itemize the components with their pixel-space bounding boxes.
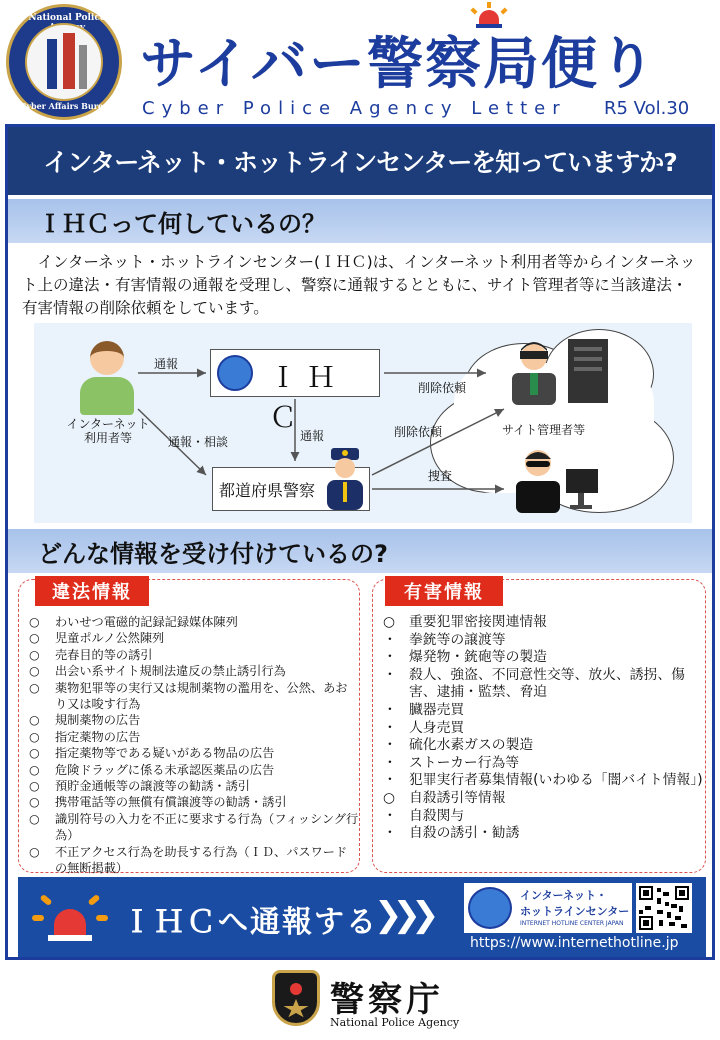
cyber-affairs-bureau-logo (6, 4, 122, 120)
internet-user-icon (76, 341, 136, 415)
bullet-mark: ○ (29, 680, 40, 695)
chevrons-right-icon: ❯❯❯ (374, 895, 430, 935)
list-item-text: 不正アクセス行為を助長する行為（ＩＤ、パスワードの無断掲載） (55, 844, 348, 876)
site-admin-label: サイト管理者等 (502, 423, 586, 437)
ihc-badge-icon (468, 887, 512, 929)
ihc-badge-icon (217, 355, 253, 391)
list-item (383, 632, 705, 650)
bullet-mark: ○ (29, 746, 40, 761)
logo-text-top: National Police (28, 13, 106, 23)
bullet-mark: ○ (29, 844, 40, 859)
arrow-label-report-down: 通報 (300, 429, 325, 443)
list-item-text: 臓器売買 (409, 701, 465, 718)
bullet-mark: ○ (29, 762, 40, 777)
list-item (383, 825, 705, 843)
list-item-text: 犯罪実行者募集情報(いわゆる「闇バイト情報」) (409, 772, 703, 789)
server-icon (564, 337, 614, 407)
list-item-text: 自殺誘引等情報 (409, 789, 506, 806)
list-item (29, 630, 359, 646)
flow-diagram (34, 323, 692, 523)
bullet-mark: ○ (29, 795, 40, 810)
list-item (29, 729, 359, 745)
list-item (29, 712, 359, 728)
list-item (383, 772, 705, 790)
list-item (383, 737, 705, 755)
list-item-text: 指定薬物の広告 (55, 729, 141, 744)
report-to-ihc-label[interactable]: ＩＨＣへ通報する (122, 905, 378, 940)
list-item (383, 649, 705, 667)
harmful-info-list (383, 614, 705, 843)
arrow-label-delete-request-1: 削除依頼 (418, 381, 467, 395)
bullet-mark: ・ (383, 631, 397, 648)
bullet-mark: ○ (29, 615, 40, 629)
footer-org-name-jp: 警察庁 (330, 980, 444, 1020)
list-item-text: 人身売買 (409, 719, 465, 736)
arrow-label-report: 通報 (154, 357, 179, 371)
list-item (383, 720, 705, 738)
bullet-mark: ・ (383, 825, 397, 842)
bullet-mark: ○ (29, 664, 40, 679)
list-item-text: 危険ドラッグに係る未承認医薬品の広告 (55, 762, 275, 777)
list-item (29, 844, 359, 877)
arrow-label-investigate: 捜査 (428, 469, 453, 483)
intro-paragraph: インターネット・ホットラインセンター(ＩＨＣ)は、インターネット利用者等からインターネット上の違法・有害情報の通報を受理し、警察に通報するとともに、サイト管理者等に当該違法・有害情報の削除依頼をしています。 (22, 253, 696, 317)
list-item-text: 殺人、強盗、不同意性交等、放火、誘拐、傷害、逮捕・監禁、脅迫 (409, 666, 685, 701)
list-item-text: 売春目的等の誘引 (55, 647, 153, 662)
page-title: サイバー警察局便り (140, 32, 657, 97)
list-item (29, 647, 359, 663)
list-item (29, 794, 359, 810)
police-officer-icon (321, 446, 369, 510)
section-heading-accepted-info: どんな情報を受け付けているの? (8, 529, 712, 573)
qr-code[interactable] (636, 883, 692, 933)
hacker-icon (512, 441, 602, 517)
list-item-text: 規制薬物の広告 (55, 713, 141, 728)
header (0, 0, 720, 120)
bullet-mark: ○ (29, 729, 40, 744)
main-banner: インターネット・ホットラインセンターを知っていますか? (8, 127, 712, 195)
harmful-info-box (372, 579, 706, 873)
ihc-logo-card: インターネット・ ホットラインセンター INTERNET HOTLINE CENTER JAPAN (464, 883, 632, 933)
bullet-mark: ○ (29, 811, 40, 826)
list-item (29, 745, 359, 761)
siren-icon (32, 895, 108, 945)
list-item (29, 680, 359, 713)
list-item (29, 778, 359, 794)
list-item-text: 爆発物・銃砲等の製造 (409, 649, 547, 666)
arrow-label-delete-request-2: 削除依頼 (394, 425, 443, 439)
harmful-info-tag: 有害情報 (385, 576, 503, 606)
logo-text-bottom: Cyber Affairs Bureau (19, 101, 115, 111)
list-item-text: 重要犯罪密接関連情報 (409, 614, 547, 630)
list-item-text: 薬物犯罪等の実行又は規制薬物の濫用を、公然、あおり又は唆す行為 (55, 680, 348, 712)
list-item-text: わいせつ電磁的記録記録媒体陳列 (55, 615, 238, 629)
report-to-ihc-banner[interactable] (18, 877, 706, 957)
list-item-text: 指定薬物等である疑いがある物品の広告 (55, 746, 275, 761)
list-item-text: 携帯電話等の無償有償譲渡等の勧誘・誘引 (55, 795, 287, 810)
list-item (383, 755, 705, 773)
list-item (383, 702, 705, 720)
ihc-node: ＩＨＣ (210, 349, 380, 397)
list-item (29, 663, 359, 679)
list-item (383, 808, 705, 826)
list-item (383, 667, 705, 702)
ihc-url-link[interactable]: https://www.internethotline.jp (470, 935, 679, 951)
page-subtitle: Cyber Police Agency Letter (142, 98, 567, 119)
list-item-text: 児童ポルノ公然陳列 (55, 631, 165, 646)
bullet-mark: ○ (29, 631, 40, 646)
illegal-info-list (29, 614, 359, 877)
list-item-text: 硫化水素ガスの製造 (409, 737, 534, 754)
bullet-mark: ○ (383, 614, 396, 630)
bullet-mark: ・ (383, 737, 397, 754)
list-item-text: 自殺の誘引・勧誘 (409, 825, 520, 842)
prefectural-police-node: 都道府県警察 (212, 467, 370, 511)
bullet-mark: ・ (383, 754, 397, 771)
bullet-mark: ・ (383, 649, 397, 666)
section-heading-ihc: ＩＨＣって何しているの？ (8, 199, 712, 243)
list-item-text: ストーカー行為等 (409, 754, 520, 771)
bullet-mark: ・ (383, 807, 397, 824)
bullet-mark: ○ (29, 647, 40, 662)
list-item-text: 預貯金通帳等の譲渡等の勧誘・誘引 (55, 779, 250, 794)
bullet-mark: ○ (29, 779, 40, 794)
illegal-info-box (18, 579, 360, 876)
list-item (383, 790, 705, 808)
bullet-mark: ・ (383, 772, 397, 789)
footer-org-name-en: National Police Agency (330, 1016, 460, 1029)
list-item (29, 811, 359, 844)
list-item-text: 自殺関与 (409, 807, 465, 824)
list-item-text: 拳銃等の譲渡等 (409, 631, 506, 648)
main-frame (5, 124, 715, 960)
bullet-mark: ・ (383, 666, 397, 683)
internet-user-label: インターネット 利用者等 (66, 417, 150, 445)
npa-emblem-icon (272, 970, 320, 1026)
bullet-mark: ・ (383, 701, 397, 718)
arrow-label-report-consult: 通報・相談 (168, 435, 229, 449)
list-item-text: 出会い系サイト規制法違反の禁止誘引行為 (55, 664, 286, 679)
list-item (29, 614, 359, 630)
illegal-info-tag: 違法情報 (35, 576, 149, 606)
logo-emblem (25, 23, 103, 101)
qr-code-icon (639, 886, 689, 930)
bullet-mark: ・ (383, 719, 397, 736)
volume-label: R5 Vol.30 (604, 98, 690, 119)
list-item (29, 762, 359, 778)
bullet-mark: ○ (29, 713, 40, 728)
bullet-mark: ○ (383, 789, 396, 806)
list-item (383, 614, 705, 632)
list-item-text: 識別符号の入力を不正に要求する行為（フィッシング行為） (55, 811, 359, 843)
